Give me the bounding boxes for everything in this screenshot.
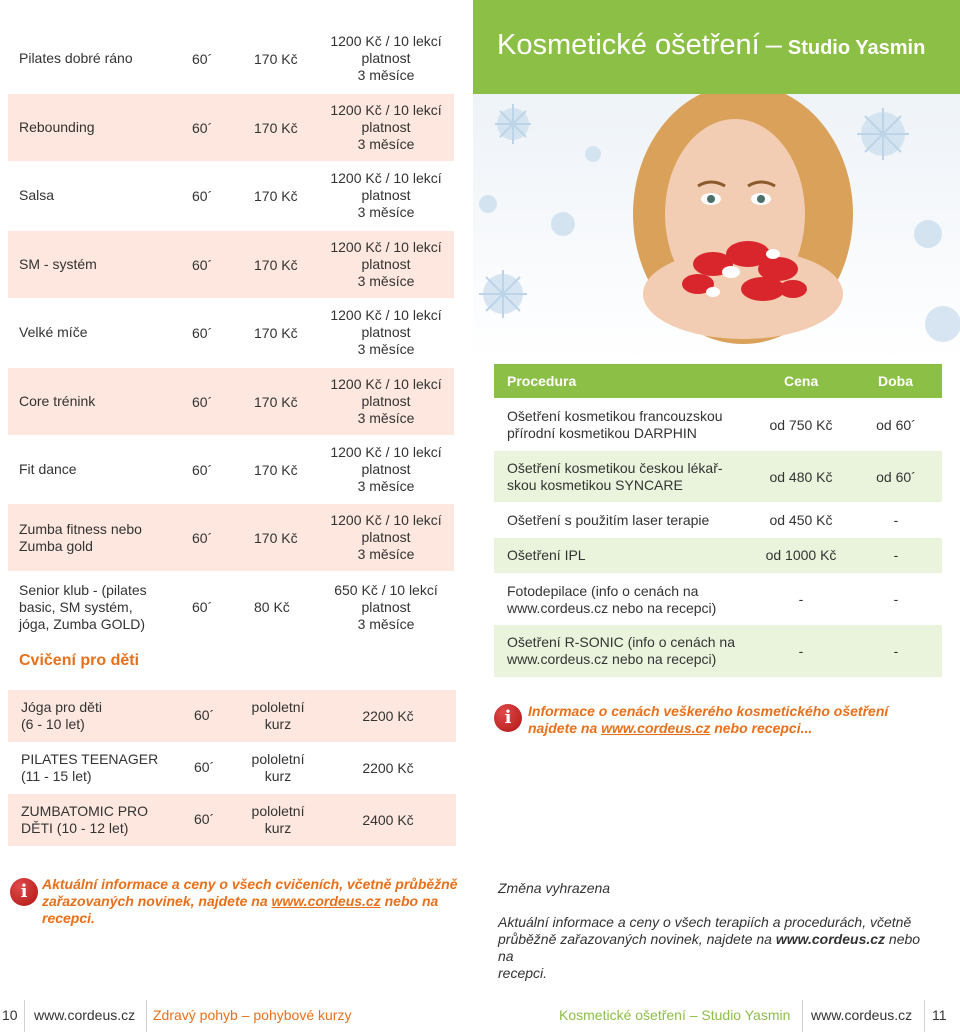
course-duration: 60´ [192, 187, 213, 204]
course-name: Salsa [19, 187, 55, 203]
kids-course-type: pololetní kurz [251, 803, 305, 836]
cordeus-link-text: www.cordeus.cz [775, 931, 886, 947]
procedure-price: od 1000 Kč [765, 547, 837, 563]
procedure-price: od 750 Kč [769, 417, 833, 433]
course-name: Core trénink [19, 393, 96, 409]
table-row [8, 690, 456, 742]
course-price: 170 Kč [254, 529, 298, 546]
course-package: 650 Kč / 10 lekcí platnost 3 měsíce [334, 582, 438, 632]
procedure-duration: - [893, 547, 899, 563]
price-column-header: Cena [784, 373, 819, 389]
table-row [8, 573, 454, 641]
footer-divider [924, 1000, 925, 1032]
kids-course-name: PILATES TEENAGER (11 - 15 let) [21, 751, 159, 784]
page-header [473, 0, 960, 94]
course-name: SM - systém [19, 256, 97, 272]
table-row [494, 538, 942, 573]
procedure-price: od 480 Kč [769, 469, 833, 485]
page-number-right: 11 [932, 1007, 947, 1023]
page-footer [0, 998, 960, 1032]
procedure-name: Ošetření R-SONIC (info o cenách na www.cordeus.cz nebo na recepci) [507, 634, 735, 667]
course-duration: 60´ [192, 599, 213, 615]
footer-url-right[interactable]: www.cordeus.cz [811, 1007, 913, 1023]
course-name: Rebounding [19, 119, 95, 135]
course-price: 170 Kč [254, 50, 298, 67]
cordeus-link[interactable]: www.cordeus.cz [271, 893, 381, 909]
kids-section-heading: Cvičení pro děti [19, 652, 140, 669]
procedure-price: od 450 Kč [769, 512, 833, 528]
table-row [494, 502, 942, 538]
course-package: 1200 Kč / 10 lekcí platnost 3 měsíce [330, 33, 442, 83]
procedure-name: Ošetření kosmetikou českou lékař- skou kosmetikou SYNCARE [507, 460, 723, 493]
course-price: 170 Kč [254, 393, 298, 410]
procedure-duration: od 60´ [876, 417, 916, 433]
table-row [8, 25, 454, 92]
procedure-price: - [798, 643, 804, 659]
course-name: Zumba fitness nebo Zumba gold [19, 520, 142, 554]
course-duration: 60´ [192, 50, 213, 67]
course-name: Fit dance [19, 461, 77, 477]
course-price: 170 Kč [254, 256, 298, 273]
procedure-name: Ošetření kosmetikou francouzskou přírodní kosmetikou DARPHIN [507, 408, 723, 441]
course-package: 1200 Kč / 10 lekcí platnost 3 měsíce [330, 170, 442, 220]
woman-with-petals-image [473, 94, 960, 364]
kids-course-name: ZUMBATOMIC PRO DĚTI (10 - 12 let) [21, 803, 149, 836]
kids-course-type: pololetní kurz [251, 751, 305, 784]
kids-course-duration: 60´ [194, 759, 215, 775]
course-price: 170 Kč [254, 461, 298, 478]
table-row [494, 573, 942, 625]
course-price: 170 Kč [254, 324, 298, 341]
course-package: 1200 Kč / 10 lekcí platnost 3 měsíce [330, 512, 442, 562]
kids-course-price: 2400 Kč [362, 812, 414, 828]
kids-course-price: 2200 Kč [362, 760, 414, 776]
course-price: 170 Kč [254, 187, 298, 204]
footer-divider [146, 1000, 147, 1032]
course-price: 80 Kč [254, 599, 290, 615]
table-row [8, 436, 454, 503]
table-header [494, 364, 942, 398]
table-row [8, 794, 456, 846]
table-row [494, 451, 942, 502]
table-row [8, 368, 454, 435]
table-row [8, 231, 454, 298]
info-icon: i [494, 704, 522, 732]
therapies-note: Změna vyhrazena Aktuální informace a ceny o všech terapiích a procedurách, včetně průběžně zařazovaných novinek, najdete na www.cordeus.cz nebo na recepci. [498, 880, 921, 981]
kids-course-duration: 60´ [194, 811, 215, 827]
procedure-column-header: Procedura [507, 373, 577, 389]
footer-url-left[interactable]: www.cordeus.cz [34, 1007, 136, 1023]
courses-info-note: Aktuální informace a ceny o všech cvičeních, včetně průběžně zařazovaných novinek, najdete na www.cordeus.cz nebo na recepci. [42, 876, 458, 926]
kids-course-price: 2200 Kč [362, 708, 414, 724]
change-reserved-text: Změna vyhrazena [498, 880, 611, 896]
procedure-duration: - [893, 643, 899, 659]
kids-course-type: pololetní kurz [251, 699, 305, 732]
table-row [8, 162, 454, 229]
page-number-left: 10 [2, 1007, 18, 1023]
footer-divider [802, 1000, 803, 1032]
course-name: Senior klub - (pilates basic, SM systém, jóga, Zumba GOLD) [19, 582, 147, 632]
cosmetics-info-note: Informace o cenách veškerého kosmetického ošetření najdete na www.cordeus.cz nebo recepci... [528, 703, 889, 736]
course-duration: 60´ [192, 324, 213, 341]
procedure-duration: - [893, 512, 899, 528]
course-package: 1200 Kč / 10 lekcí platnost 3 měsíce [330, 444, 442, 494]
course-duration: 60´ [192, 529, 213, 546]
kids-course-duration: 60´ [194, 707, 215, 723]
hero-photo [473, 94, 960, 364]
course-duration: 60´ [192, 119, 213, 136]
procedure-name: Ošetření IPL [507, 547, 586, 563]
table-row [8, 299, 454, 366]
table-row [8, 94, 454, 161]
course-price: 170 Kč [254, 119, 298, 136]
footer-divider [24, 1000, 25, 1032]
table-row [494, 398, 942, 451]
course-package: 1200 Kč / 10 lekcí platnost 3 měsíce [330, 376, 442, 426]
table-row [8, 742, 456, 794]
footer-section-left: Zdravý pohyb – pohybové kurzy [153, 1007, 352, 1023]
course-package: 1200 Kč / 10 lekcí platnost 3 měsíce [330, 102, 442, 152]
course-name: Velké míče [19, 324, 88, 340]
course-duration: 60´ [192, 256, 213, 273]
kids-course-name: Jóga pro děti (6 - 10 let) [21, 699, 102, 732]
procedure-name: Fotodepilace (info o cenách na www.cordeus.cz nebo na recepci) [507, 583, 717, 616]
duration-column-header: Doba [878, 373, 913, 389]
table-row [8, 504, 454, 571]
procedure-duration: od 60´ [876, 469, 916, 485]
course-name: Pilates dobré ráno [19, 50, 133, 66]
course-package: 1200 Kč / 10 lekcí platnost 3 měsíce [330, 239, 442, 289]
procedure-name: Ošetření s použitím laser terapie [507, 512, 710, 528]
footer-section-right: Kosmetické ošetření – Studio Yasmin [559, 1007, 791, 1023]
info-icon: i [10, 878, 38, 906]
page-title: Kosmetické ošetření – Studio Yasmin [497, 29, 926, 61]
cordeus-link[interactable]: www.cordeus.cz [601, 720, 711, 736]
procedure-duration: - [893, 591, 899, 607]
course-duration: 60´ [192, 461, 213, 478]
course-duration: 60´ [192, 393, 213, 410]
procedure-price: - [798, 591, 804, 607]
course-package: 1200 Kč / 10 lekcí platnost 3 měsíce [330, 307, 442, 357]
table-row [494, 625, 942, 677]
